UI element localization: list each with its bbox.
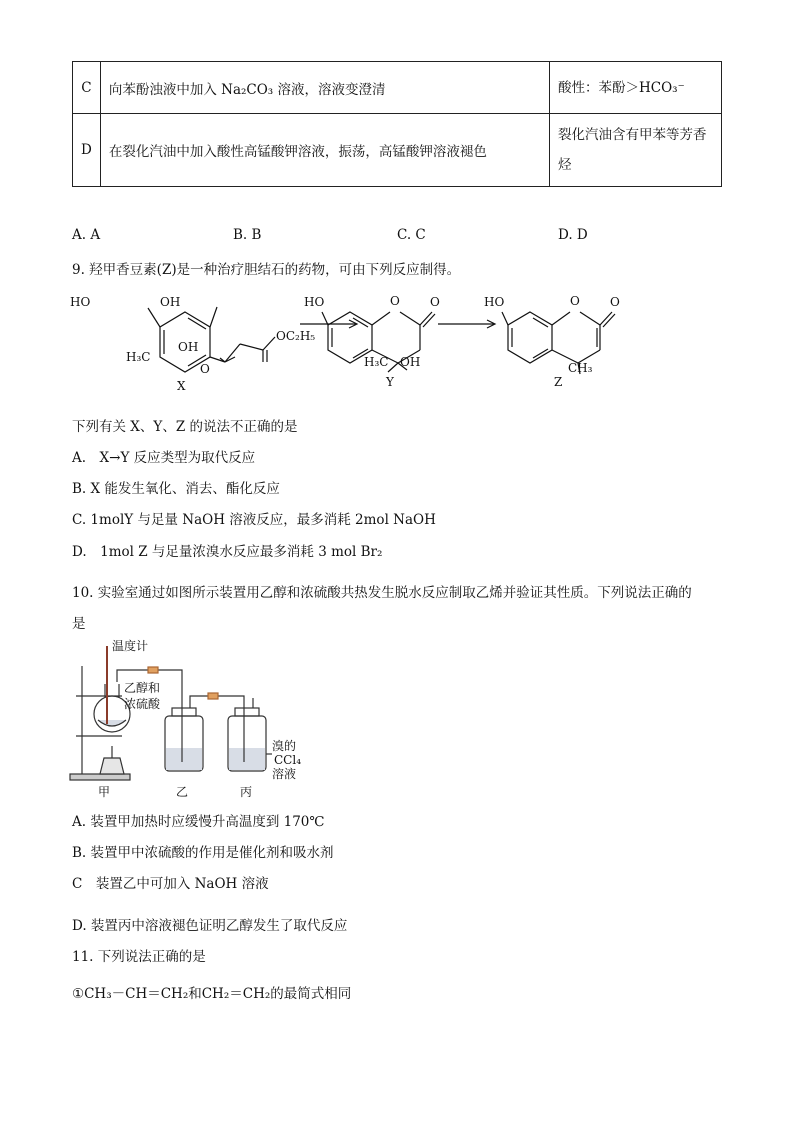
y-ring-o-label: O: [390, 294, 400, 308]
answer-option-a: A. A: [72, 227, 101, 243]
row-description: 向苯酚浊液中加入 Na₂CO₃ 溶液，溶液变澄清: [100, 62, 549, 114]
row-conclusion: 酸性：苯酚＞HCO₃⁻: [550, 62, 722, 114]
question-9-question: 下列有关 X、Y、Z 的说法不正确的是: [72, 419, 298, 435]
z-ch3-label: CH₃: [568, 361, 593, 375]
question-9-stem: 9. 羟甲香豆素(Z)是一种治疗胆结石的药物，可由下列反应制得。: [72, 262, 461, 278]
x-ho-label: HO: [70, 295, 91, 309]
q9-option-d: D. 1mol Z 与足量浓溴水反应最多消耗 3 mol Br₂: [72, 544, 383, 560]
label-bromine-3: 溶液: [272, 767, 297, 781]
table-row: [73, 114, 722, 187]
q9-option-a: A. X→Y 反应类型为取代反应: [72, 450, 256, 466]
y-h3c-label: H₃C: [364, 355, 389, 369]
z-ring-o-label: O: [570, 294, 580, 308]
answer-option-d: D. D: [558, 227, 588, 243]
label-jia: 甲: [98, 785, 111, 799]
options-table: [72, 61, 722, 187]
label-bromine-2: CCl₄: [274, 753, 302, 767]
q9-option-b: B. X 能发生氧化、消去、酯化反应: [72, 481, 280, 497]
q10-option-c: C 装置乙中可加入 NaOH 溶液: [72, 876, 269, 892]
row-key: D: [73, 114, 101, 187]
q9-option-c: C. 1molY 与足量 NaOH 溶液反应，最多消耗 2mol NaOH: [72, 512, 436, 528]
q11-item-1: ①CH₃－CH＝CH₂和CH₂＝CH₂的最简式相同: [72, 986, 352, 1002]
table-row: [73, 62, 722, 114]
y-ho-label: HO: [304, 295, 325, 309]
z-carbonyl-o-label: O: [610, 295, 620, 309]
mol-label-z: Z: [554, 375, 563, 389]
formula: Na₂CO₃: [221, 81, 274, 98]
y-carbonyl-o-label: O: [430, 295, 440, 309]
label-thermometer: 温度计: [112, 639, 149, 653]
q10-option-b: B. 装置甲中浓硫酸的作用是催化剂和吸水剂: [72, 845, 334, 861]
answer-option-b: B. B: [233, 227, 262, 243]
question-11-stem: 11. 下列说法正确的是: [72, 949, 206, 965]
x-oh-label: OH: [160, 295, 181, 309]
y-oh-label: OH: [400, 355, 421, 369]
reaction-scheme: [60, 282, 700, 397]
mol-label-y: Y: [386, 375, 394, 389]
question-10-stem: 10. 实验室通过如图所示装置用乙醇和浓硫酸共热发生脱水反应制取乙烯并验证其性质。下列说法正确的: [72, 585, 692, 601]
row-conclusion: 裂化汽油含有甲苯等芳香烃: [550, 114, 722, 187]
label-reagent-2: 浓硫酸: [124, 697, 161, 711]
mol-label-x: X: [177, 379, 186, 393]
answer-option-c: C. C: [397, 227, 426, 243]
question-10-stem-cont: 是: [72, 616, 86, 632]
row-key: C: [73, 62, 101, 114]
row-description: 在裂化汽油中加入酸性高锰酸钾溶液，振荡，高锰酸钾溶液褪色: [100, 114, 549, 187]
label-bromine-1: 溴的: [272, 739, 297, 753]
q10-option-d: D. 装置丙中溶液褪色证明乙醇发生了取代反应: [72, 918, 348, 934]
label-reagent-1: 乙醇和: [124, 681, 161, 695]
z-ho-label: HO: [484, 295, 505, 309]
apparatus-figure: [60, 636, 320, 801]
label-yi: 乙: [176, 785, 189, 799]
x-oh2-label: OH: [178, 340, 199, 354]
q10-option-a: A. 装置甲加热时应缓慢升高温度到 170℃: [72, 814, 325, 830]
x-oc2h5-label: OC₂H₅: [276, 329, 316, 343]
x-h3c-label: H₃C: [126, 350, 151, 364]
x-o-label: O: [200, 362, 210, 376]
label-bing: 丙: [240, 785, 253, 799]
